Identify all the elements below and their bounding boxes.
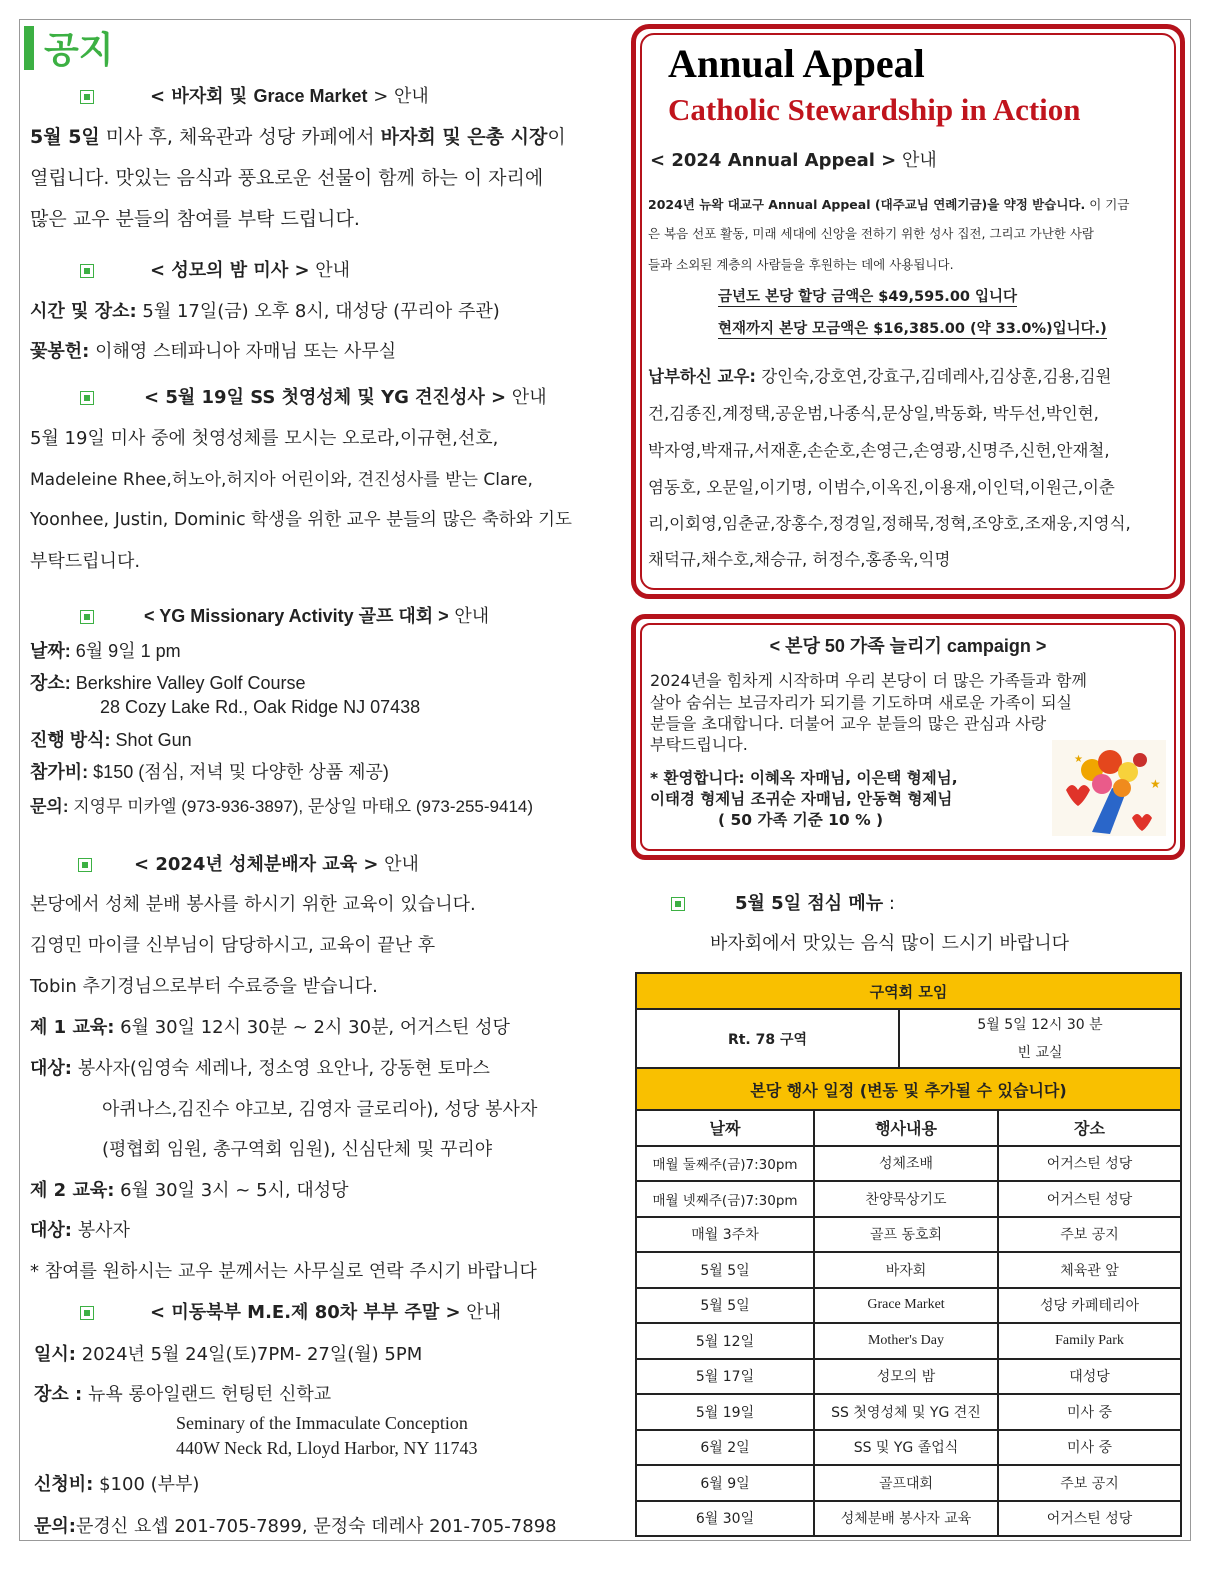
event-place: 주보 공지 <box>998 1217 1181 1253</box>
event-place: 대성당 <box>998 1359 1181 1395</box>
event-date: 6월 2일 <box>636 1430 814 1466</box>
district-place: 빈 교실 <box>1017 1045 1063 1061</box>
svg-text:★: ★ <box>1074 754 1083 765</box>
golf-contact: 문의: 지영무 미카엘 (973-936-3897), 문상일 마태오 (973-255-9414) <box>30 797 534 816</box>
flower-bouquet-image <box>1052 740 1166 836</box>
appeal-donors-line-5: 리,이회영,임춘균,장홍수,정경일,정해묵,정혁,조양호,조재웅,지영식, <box>648 514 1131 533</box>
golf-fee: 참가비: $150 (점심, 저녁 및 다양한 상품 제공) <box>30 762 389 782</box>
table-row <box>636 1146 1181 1182</box>
appeal-heading: < 2024 Annual Appeal > 안내 <box>650 150 937 171</box>
table-row <box>636 1252 1181 1288</box>
me-fee: 신청비: $100 (부부) <box>34 1474 200 1495</box>
communion-heading: < 5월 19일 SS 첫영성체 및 YG 견진성사 > 안내 <box>80 383 547 409</box>
eucharist-session-2: 제 2 교육: 6월 30일 3시 ~ 5시, 대성당 <box>30 1180 349 1201</box>
event-name: SS 및 YG 졸업식 <box>814 1430 998 1466</box>
me-contact: 문의:문경신 요셉 201-705-7899, 문정숙 데레사 201-705-7898 <box>34 1516 557 1537</box>
me-date: 일시: 2024년 5월 24일(토)7PM- 27일(월) 5PM <box>34 1344 423 1365</box>
appeal-goal: 금년도 본당 할당 금액은 $49,595.00 입니다 <box>718 285 1017 307</box>
eucharist-line-3: Tobin 추기경님으로부터 수료증을 받습니다. <box>30 976 378 997</box>
marian-heading: < 성모의 밤 미사 > 안내 <box>80 256 350 282</box>
event-name: 성체조배 <box>814 1146 998 1182</box>
events-col-date: 날짜 <box>636 1110 814 1146</box>
appeal-donors-line-3: 박자영,박재규,서재훈,손순호,손영근,손영광,신명주,신헌,안재철, <box>648 441 1110 460</box>
event-date: 매월 넷째주(금)7:30pm <box>636 1181 814 1217</box>
district-time: 5월 5일 12시 30 분 <box>977 1017 1103 1033</box>
communion-line-4: 부탁드립니다. <box>30 551 141 572</box>
campaign-heading: < 본당 50 가족 늘리기 campaign > <box>769 636 1047 656</box>
eucharist-session-1: 제 1 교육: 6월 30일 12시 30분 ~ 2시 30분, 어거스틴 성당 <box>30 1017 510 1038</box>
bazaar-heading: < 바자회 및 Grace Market > 안내 <box>80 82 429 108</box>
event-name: 골프대회 <box>814 1465 998 1501</box>
lunch-heading: 5월 5일 점심 메뉴 : <box>671 889 895 915</box>
event-place: 미사 중 <box>998 1430 1181 1466</box>
communion-line-1: 5월 19일 미사 중에 첫영성체를 모시는 오로라,이규현,선호, <box>30 428 499 449</box>
checkbox-icon <box>80 1306 94 1320</box>
eucharist-line-1: 본당에서 성체 분배 봉사를 하시기 위한 교육이 있습니다. <box>30 894 476 915</box>
campaign-line-2: 살아 숨쉬는 보금자리가 되기를 기도하며 새로운 가족이 되실 <box>650 693 1073 712</box>
event-name: Grace Market <box>814 1288 998 1324</box>
communion-line-3: Yoonhee, Justin, Dominic 학생을 위한 교우 분들의 많은 축하와 기도 <box>30 510 572 530</box>
marian-time: 시간 및 장소: 5월 17일(금) 오후 8시, 대성당 (꾸리아 주관) <box>30 301 500 322</box>
event-date: 5월 17일 <box>636 1359 814 1395</box>
checkbox-icon <box>80 264 94 278</box>
event-date: 매월 둘째주(금)7:30pm <box>636 1146 814 1182</box>
eucharist-note: * 참여를 원하시는 교우 분께서는 사무실로 연락 주시기 바랍니다 <box>30 1261 537 1282</box>
table-row <box>636 1288 1181 1324</box>
district-details <box>899 1009 1181 1069</box>
checkbox-icon <box>78 858 92 872</box>
event-date: 5월 5일 <box>636 1288 814 1324</box>
table-row <box>636 1430 1181 1466</box>
checkbox-icon <box>80 610 94 624</box>
table-row <box>636 1501 1181 1537</box>
appeal-subtitle: Catholic Stewardship in Action <box>668 92 1081 127</box>
title-accent-bar <box>24 26 34 70</box>
event-name: 성모의 밤 <box>814 1359 998 1395</box>
event-place: 어거스틴 성당 <box>998 1146 1181 1182</box>
campaign-line-1: 2024년을 힘차게 시작하며 우리 본당이 더 많은 가족들과 함께 <box>650 671 1087 690</box>
event-place: Family Park <box>998 1323 1181 1359</box>
events-table <box>635 1067 1182 1537</box>
appeal-donors-line-4: 염동호, 오문일,이기명, 이범수,이옥진,이용재,이인덕,이원근,이춘 <box>648 478 1115 497</box>
me-heading: < 미동북부 M.E.제 80차 부부 주말 > 안내 <box>80 1298 501 1324</box>
campaign-welcome-1: * 환영합니다: 이혜옥 자매님, 이은택 형제님, <box>650 769 958 787</box>
checkbox-icon <box>80 391 94 405</box>
page-title: 공지 <box>44 30 114 71</box>
communion-line-2: Madeleine Rhee,허노아,허지아 어린이와, 견진성사를 받는 Clare, <box>30 470 533 490</box>
checkbox-icon <box>80 90 94 104</box>
event-date: 5월 5일 <box>636 1252 814 1288</box>
me-seminary-address: 440W Neck Rd, Lloyd Harbor, NY 11743 <box>176 1438 478 1458</box>
district-meeting-table <box>635 972 1182 1070</box>
eucharist-heading: < 2024년 성체분배자 교육 > 안내 <box>78 850 419 876</box>
table-row <box>636 1181 1181 1217</box>
eucharist-target-1-line-2: 아퀴나스,김진수 야고보, 김영자 글로리아), 성당 봉사자 <box>102 1099 538 1120</box>
event-date: 매월 3주차 <box>636 1217 814 1253</box>
events-col-event: 행사내용 <box>814 1110 998 1146</box>
event-name: 바자회 <box>814 1252 998 1288</box>
event-date: 6월 9일 <box>636 1465 814 1501</box>
appeal-paragraph-2: 은 복음 선포 활동, 미래 세대에 신앙을 전하기 위한 성사 집전, 그리고 가난한 사람 <box>648 226 1095 241</box>
table-row <box>636 1465 1181 1501</box>
golf-method: 진행 방식: Shot Gun <box>30 730 192 750</box>
eucharist-target-2: 대상: 봉사자 <box>30 1220 130 1241</box>
eucharist-target-1: 대상: 봉사자(임영숙 세레나, 정소영 요안나, 강동현 토마스 <box>30 1058 490 1079</box>
event-name: Mother's Day <box>814 1323 998 1359</box>
svg-text:★: ★ <box>1150 777 1161 791</box>
bazaar-line-1: 5월 5일 미사 후, 체육관과 성당 카페에서 바자회 및 은총 시장이 <box>30 126 566 148</box>
appeal-title: Annual Appeal <box>668 41 925 86</box>
bazaar-line-3: 많은 교우 분들의 참여를 부탁 드립니다. <box>30 208 360 230</box>
event-place: 체육관 앞 <box>998 1252 1181 1288</box>
event-place: 어거스틴 성당 <box>998 1501 1181 1537</box>
eucharist-line-2: 김영민 마이클 신부님이 담당하시고, 교육이 끝난 후 <box>30 935 436 956</box>
district-name: Rt. 78 구역 <box>636 1009 899 1069</box>
event-place: 주보 공지 <box>998 1465 1181 1501</box>
checkbox-icon <box>671 897 685 911</box>
golf-place: 장소: Berkshire Valley Golf Course <box>30 673 306 693</box>
events-header: 본당 행사 일정 (변동 및 추가될 수 있습니다) <box>636 1068 1181 1110</box>
appeal-paragraph-1: 2024년 뉴왁 대교구 Annual Appeal (대주교님 연례기금)을 약정 받습니다. 이 기금 <box>648 197 1130 212</box>
eucharist-target-1-line-3: (평협회 임원, 총구역회 임원), 신심단체 및 꾸리야 <box>102 1139 493 1160</box>
campaign-line-3: 분들을 초대합니다. 더불어 교우 분들의 많은 관심과 사랑 <box>650 714 1047 733</box>
golf-address: 28 Cozy Lake Rd., Oak Ridge NJ 07438 <box>100 697 421 717</box>
event-name: 성체분배 봉사자 교육 <box>814 1501 998 1537</box>
table-row <box>636 1217 1181 1253</box>
event-place: 어거스틴 성당 <box>998 1181 1181 1217</box>
me-place: 장소 : 뉴욕 롱아일랜드 헌팅턴 신학교 <box>34 1384 332 1405</box>
event-place: 성당 카페테리아 <box>998 1288 1181 1324</box>
table-row <box>636 1359 1181 1395</box>
district-header: 구역회 모임 <box>636 973 1181 1009</box>
golf-heading: < YG Missionary Activity 골프 대회 > 안내 <box>80 602 489 628</box>
me-seminary: Seminary of the Immaculate Conception <box>176 1413 468 1433</box>
event-date: 5월 12일 <box>636 1323 814 1359</box>
appeal-donors-line-2: 건,김종진,계정택,공운범,나종식,문상일,박동화, 박두선,박인현, <box>648 404 1099 423</box>
appeal-donors-line-6: 채덕규,채수호,채승규, 허정수,홍종욱,익명 <box>648 550 951 569</box>
appeal-donors-line-1: 납부하신 교우: 강인숙,강호연,강효구,김데레사,김상훈,김용,김원 <box>648 367 1112 386</box>
event-name: 찬양묵상기도 <box>814 1181 998 1217</box>
appeal-raised: 현재까지 본당 모금액은 $16,385.00 (약 33.0%)입니다.) <box>718 317 1107 339</box>
campaign-line-4: 부탁드립니다. <box>650 735 748 754</box>
table-row <box>636 1394 1181 1430</box>
campaign-welcome-3: ( 50 가족 기준 10 % ) <box>718 811 884 829</box>
event-name: 골프 동호회 <box>814 1217 998 1253</box>
event-place: 미사 중 <box>998 1394 1181 1430</box>
event-name: SS 첫영성체 및 YG 견진 <box>814 1394 998 1430</box>
event-date: 6월 30일 <box>636 1501 814 1537</box>
table-row <box>636 1323 1181 1359</box>
event-date: 5월 19일 <box>636 1394 814 1430</box>
events-col-place: 장소 <box>998 1110 1181 1146</box>
golf-date: 날짜: 6월 9일 1 pm <box>30 641 181 661</box>
bazaar-line-2: 열립니다. 맛있는 음식과 풍요로운 선물이 함께 하는 이 자리에 <box>30 167 544 189</box>
campaign-welcome-2: 이태경 형제님 조귀순 자매님, 안동혁 형제님 <box>650 790 953 808</box>
marian-flower: 꽃봉헌: 이해영 스테파니아 자매님 또는 사무실 <box>30 341 397 362</box>
lunch-line: 바자회에서 맛있는 음식 많이 드시기 바랍니다 <box>710 933 1069 954</box>
appeal-paragraph-3: 들과 소외된 계층의 사람들을 후원하는 데에 사용됩니다. <box>648 257 954 272</box>
